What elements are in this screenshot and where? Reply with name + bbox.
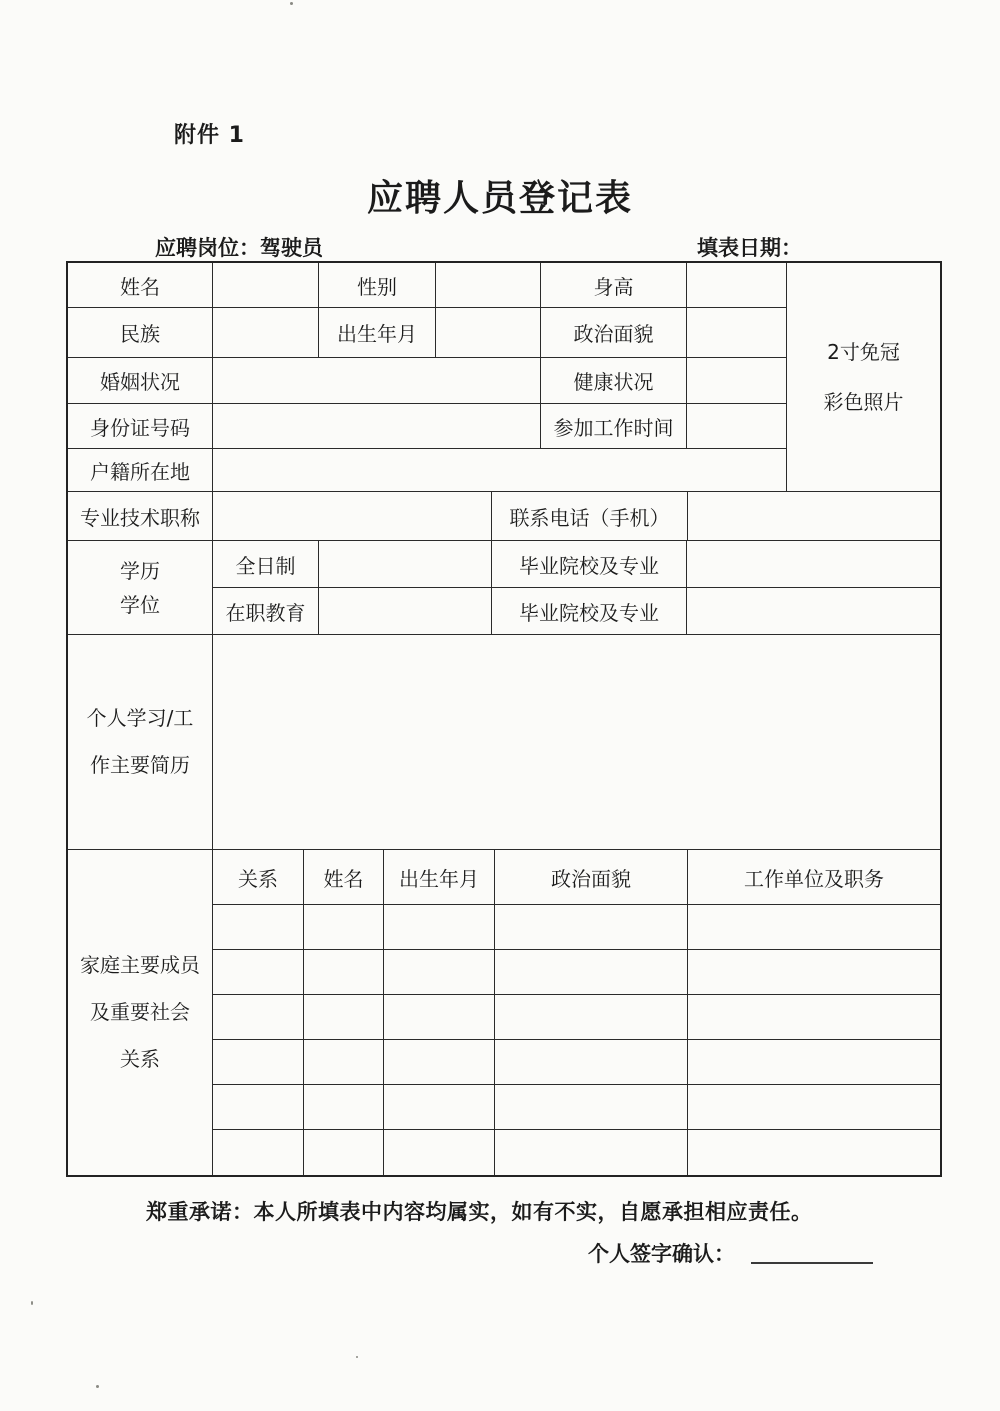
id-number-label: 身份证号码 [68, 404, 213, 449]
on-job-label: 在职教育 [213, 588, 319, 635]
form-title: 应聘人员登记表 [366, 178, 633, 219]
family-row-cell [384, 905, 495, 950]
family-row-cell [213, 1040, 304, 1085]
signature-label: 个人签字确认： [588, 1242, 735, 1266]
birth-date-label: 出生年月 [319, 308, 436, 358]
work-start-value-cell [687, 404, 787, 449]
family-label-line1: 家庭主要成员 [80, 953, 200, 977]
on-job-value-cell [319, 588, 492, 635]
attachment-label: 附件 1 [174, 123, 245, 148]
scan-speck [96, 1385, 99, 1388]
family-row-cell [688, 1040, 940, 1085]
gender-label: 性别 [319, 263, 436, 308]
ethnicity-label: 民族 [68, 308, 213, 358]
family-row-cell [304, 1130, 384, 1175]
position-value: 驾驶员 [260, 236, 323, 260]
family-row-cell [688, 905, 940, 950]
resume-label [68, 635, 213, 850]
family-table [213, 850, 940, 1175]
resume-content-area [213, 635, 940, 850]
family-row-cell [304, 1040, 384, 1085]
education-label-line2: 学位 [120, 592, 160, 617]
family-row-cell [304, 995, 384, 1040]
family-row-cell [213, 950, 304, 995]
family-row-cell [384, 1085, 495, 1130]
basic-info-grid [68, 263, 787, 492]
marital-status-value-cell [213, 358, 541, 404]
family-row-cell [495, 1130, 688, 1175]
birth-date-value-cell [436, 308, 541, 358]
family-row-cell [384, 995, 495, 1040]
position-line [155, 232, 323, 262]
height-value-cell [687, 263, 787, 308]
title-phone-row [68, 492, 940, 541]
family-header-workunit: 工作单位及职务 [688, 850, 940, 905]
family-row-cell [304, 950, 384, 995]
scan-speck [356, 1356, 358, 1358]
scan-speck [290, 2, 293, 5]
health-status-label: 健康状况 [541, 358, 687, 404]
ethnicity-value-cell [213, 308, 319, 358]
family-row-cell [495, 950, 688, 995]
phone-value-cell [688, 492, 940, 541]
family-row-cell [495, 905, 688, 950]
family-section [68, 850, 940, 1175]
family-row-cell [688, 995, 940, 1040]
id-number-value-cell [213, 404, 541, 449]
education-label-line1: 学历 [120, 558, 160, 583]
family-row-cell [495, 1040, 688, 1085]
family-header-name: 姓名 [304, 850, 384, 905]
resume-section [68, 635, 940, 850]
marital-status-label: 婚姻状况 [68, 358, 213, 404]
education-section [68, 541, 940, 635]
family-row-cell [384, 1130, 495, 1175]
photo-placeholder-cell [787, 263, 940, 492]
work-start-label: 参加工作时间 [541, 404, 687, 449]
school-major-value-cell-1 [687, 541, 940, 588]
family-row-cell [304, 1085, 384, 1130]
family-header-birth: 出生年月 [384, 850, 495, 905]
political-status-label: 政治面貌 [541, 308, 687, 358]
resume-label-line1: 个人学习/工 [86, 706, 194, 730]
resume-label-line2: 作主要简历 [90, 753, 190, 777]
full-time-value-cell [319, 541, 492, 588]
family-row-cell [384, 950, 495, 995]
school-major-value-cell-2 [687, 588, 940, 635]
family-header-political: 政治面貌 [495, 850, 688, 905]
family-row-cell [213, 1130, 304, 1175]
professional-title-label: 专业技术职称 [68, 492, 213, 541]
name-label: 姓名 [68, 263, 213, 308]
family-row-cell [213, 1085, 304, 1130]
political-status-value-cell [687, 308, 787, 358]
family-row-cell [688, 1130, 940, 1175]
photo-note-line1: 2寸免冠 [827, 340, 900, 364]
family-row-cell [213, 995, 304, 1040]
school-major-label-1: 毕业院校及专业 [492, 541, 687, 588]
height-label: 身高 [541, 263, 687, 308]
position-label: 应聘岗位： [155, 236, 260, 260]
signature-underline [751, 1261, 873, 1264]
family-label-line2: 及重要社会 [90, 1000, 190, 1024]
full-time-label: 全日制 [213, 541, 319, 588]
photo-note-line2: 彩色照片 [823, 390, 904, 414]
name-value-cell [213, 263, 319, 308]
family-label-line3: 关系 [120, 1047, 160, 1071]
family-row-cell [688, 1085, 940, 1130]
family-row-cell [304, 905, 384, 950]
family-header-relation: 关系 [213, 850, 304, 905]
family-row-cell [495, 1085, 688, 1130]
scan-speck [31, 1301, 33, 1305]
gender-value-cell [436, 263, 541, 308]
education-degree-label [68, 541, 213, 635]
family-row-cell [688, 950, 940, 995]
family-row-cell [384, 1040, 495, 1085]
commitment-text: 郑重承诺：本人所填表中内容均属实，如有不实，自愿承担相应责任。 [146, 1200, 813, 1224]
family-row-cell [495, 995, 688, 1040]
health-status-value-cell [687, 358, 787, 404]
family-label [68, 850, 213, 1175]
family-row-cell [213, 905, 304, 950]
school-major-label-2: 毕业院校及专业 [492, 588, 687, 635]
signature-line [588, 1238, 873, 1268]
household-label: 户籍所在地 [68, 449, 213, 492]
household-value-cell [213, 449, 787, 492]
fill-date-label: 填表日期： [697, 236, 802, 260]
phone-label: 联系电话（手机） [492, 492, 688, 541]
basic-info-section [68, 263, 940, 492]
registration-table [66, 261, 942, 1177]
professional-title-value-cell [213, 492, 492, 541]
